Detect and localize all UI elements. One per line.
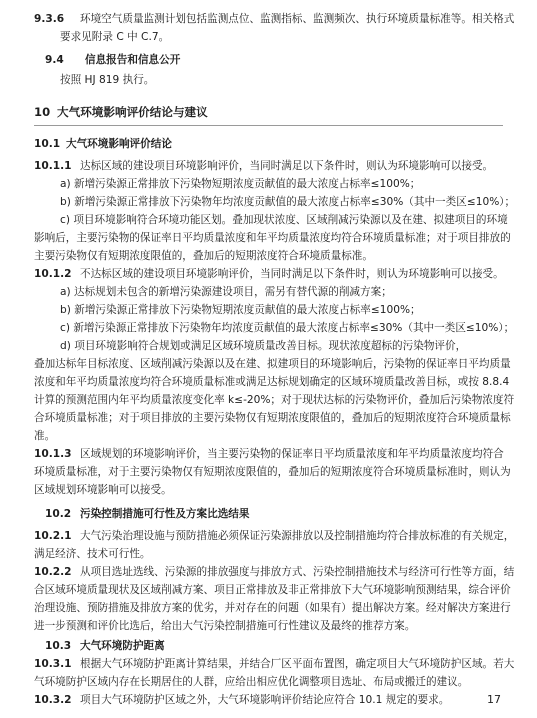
clause-text: 大气污染治理设施与预防措施必须保证污染源排放以及控制措施均符合排放标准的有关规定， (80, 530, 515, 542)
clause-text: 从项目选址选线、污染源的排放强度与排放方式、污染控制措施技术与经济可行性等方面，结 (80, 566, 515, 578)
section-number: 10.2 (45, 508, 72, 520)
clause-text: 达标区域的建设项目环境影响评价，当同时满足以下条件时，则认为环境影响可以接受。 (80, 160, 494, 172)
section-number: 10.3 (45, 640, 72, 652)
page-number: 17 (487, 693, 501, 706)
list-item-text: c) 项目环境影响符合环境功能区划。叠加现状浓度、区域削减污染源以及在建、拟建项目的环境 (60, 214, 508, 226)
clause-text: 不达标区域的建设项目环境影响评价，当同时满足以下条件时，则认为环境影响可以接受。 (80, 268, 504, 280)
section-title: 信息报告和信息公开 (85, 54, 181, 66)
clause-number: 10.1.3 (34, 448, 72, 460)
clause-text: 满足经济、技术可行性。 (34, 548, 151, 560)
clause-text: 影响后，主要污染物的保证率日平均质量浓度和年平均质量浓度均符合环境质量标准；对于项目排放的 (34, 232, 511, 244)
clause-text: 合环境质量标准；对于项目排放的主要污染物仅有短期浓度限值的，叠加后的短期浓度符合环境质量标 (34, 412, 511, 424)
list-item-text: b) 新增污染源正常排放下污染物年均浓度贡献值的最大浓度占标率≤30%（其中一类区≤10%）； (60, 196, 516, 208)
section-divider (34, 125, 503, 126)
clause-text: 项目大气环境防护区域之外，大气环境影响评价结论应符合 10.1 规定的要求。 (80, 694, 450, 706)
clause-text: 浓度和年平均质量浓度均符合环境质量标准或满足达标规划确定的区域环境质量改善目标，或按 8.8.4 (34, 376, 510, 388)
list-item-text: c) 新增污染源正常排放下污染物年均浓度贡献值的最大浓度占标率≤30%（其中一类区≤10%）； (60, 322, 515, 334)
list-item-text: a) 达标规划未包含的新增污染源建设项目，需另有替代源的削减方案； (60, 286, 392, 298)
section-title: 大气环境影响评价结论 (66, 138, 172, 150)
list-item-text: b) 新增污染源正常排放下污染物短期浓度贡献值的最大浓度占标率≤100%； (60, 304, 421, 316)
section-number: 10.1 (34, 138, 61, 150)
clause-text: 环境空气质量监测计划包括监测点位、监测指标、监测频次、执行环境质量标准等。相关格式 (80, 13, 515, 25)
clause-number: 10.1.1 (34, 160, 72, 172)
clause-text: 区域规划的环境影响评价，当主要污染物的保证率日平均质量浓度和年平均质量浓度均符合 (80, 448, 504, 460)
list-item-text: d) 项目环境影响符合规划或满足区域环境质量改善目标。现状浓度超标的污染物评价， (60, 340, 467, 352)
clause-text: 区域规划环境影响可以接受。 (34, 484, 172, 496)
clause-text: 合区域环境质量现状及区域削减方案、项目正常排放及非正常排放下大气环境影响预测结果，综合评价 (34, 584, 511, 596)
list-item-text: a) 新增污染源正常排放下污染物短期浓度贡献值的最大浓度占标率≤100%； (60, 178, 421, 190)
section-title: 大气环境防护距离 (80, 640, 165, 652)
clause-text: 按照 HJ 819 执行。 (60, 74, 155, 86)
clause-number: 10.3.2 (34, 694, 72, 706)
clause-text: 气环境防护区域内存在长期居住的人群，应给出相应优化调整项目选址、布局或搬迁的建议。 (34, 676, 469, 688)
clause-text: 叠加达标年目标浓度、区域削减污染源以及在建、拟建项目的环境影响后，污染物的保证率日平均质量 (34, 358, 511, 370)
clause-text: 根据大气环境防护距离计算结果，并结合厂区平面布置图，确定项目大气环境防护区域。若大 (80, 658, 515, 670)
clause-text: 主要污染物仅有短期浓度限值的，叠加后的短期浓度符合环境质量标准。 (34, 250, 373, 262)
clause-text: 环境质量标准，对于主要污染物仅有短期浓度限值的，叠加后的短期浓度符合环境质量标准时，则认为 (34, 466, 511, 478)
clause-text: 进一步预测和评价比选后，给出大气污染控制措施可行性建议及最终的推荐方案。 (34, 620, 416, 632)
clause-number: 10.3.1 (34, 658, 72, 670)
clause-text: 计算的预测范围内年平均质量浓度变化率 k≤-20%；对于现状达标的污染物评价，叠加后污染物浓度符 (34, 394, 515, 406)
clause-text: 要求见附录 C 中 C.7。 (60, 31, 170, 43)
section-number: 9.4 (45, 54, 64, 66)
clause-number: 10.2.1 (34, 530, 72, 542)
clause-number: 10.2.2 (34, 566, 72, 578)
clause-text: 准。 (34, 430, 56, 442)
clause-text: 治理设施、预防措施及排放方案的优劣，并对存在的问题（如果有）提出解决方案。经对解决方案进行 (34, 602, 511, 614)
chapter-title: 大气环境影响评价结论与建议 (57, 105, 208, 119)
clause-number: 9.3.6 (34, 13, 65, 25)
section-title: 污染控制措施可行性及方案比选结果 (80, 508, 250, 520)
chapter-number: 10 (34, 105, 51, 119)
clause-number: 10.1.2 (34, 268, 72, 280)
